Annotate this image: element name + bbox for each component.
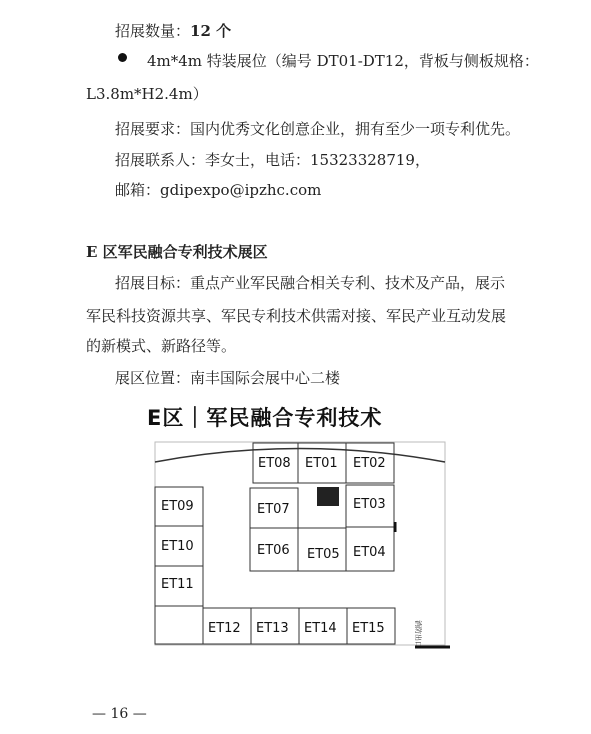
booth-label-et13: ET13 [256,621,289,636]
booth-label-et14: ET14 [304,621,337,636]
floor-plan [150,440,450,650]
booth-label-et05: ET05 [307,547,340,562]
floor-plan-title: E区｜军民融合专利技术 [147,406,383,430]
hall-outline [155,442,445,645]
booth-label-et04: ET04 [353,545,386,560]
booth-label-et09: ET09 [161,499,194,514]
email-text: 邮箱：gdipexpo@ipzhc.com [115,181,322,199]
page-number: — 16 — [92,706,147,722]
requirement-text: 招展要求：国内优秀文化创意企业，拥有至少一项专利优先。 [115,120,521,138]
exit-label: 消防出口 [414,620,422,648]
section-title: E 区军民融合专利技术展区 [86,243,268,261]
booth-count [115,20,231,41]
contact-text: 招展联系人：李女士，电话：15323328719， [115,151,430,169]
goal-line1: 招展目标：重点产业军民融合相关专利、技术及产品，展示 [115,274,506,292]
goal-line2: 军民科技资源共享、军民专利技术供需对接、军民产业互动发展 [86,307,507,325]
booth-spec-line2: L3.8m*H2.4m） [86,85,208,103]
booth-spec-line1: 4m*4m 特装展位（编号 DT01-DT12，背板与侧板规格： [147,52,539,70]
booth-label-et06: ET06 [257,543,290,558]
goal-line3: 的新模式、新路径等。 [86,337,237,355]
location-text: 展区位置：南丰国际会展中心二楼 [115,369,341,387]
booth-count-label: 招展数量： [115,22,191,40]
booth-label-et11: ET11 [161,577,194,592]
booth-label-et08: ET08 [258,456,291,471]
booth-label-et03: ET03 [353,497,386,512]
booth-label-et02: ET02 [353,456,386,471]
black-pillar [317,487,339,506]
booth-label-et07: ET07 [257,502,290,517]
bullet-icon [118,53,127,62]
arc-line [155,449,445,463]
booth-label-et15: ET15 [352,621,385,636]
booth-label-et01: ET01 [305,456,338,471]
booth-label-et12: ET12 [208,621,241,636]
booth-count-value: 12 个 [190,22,232,40]
area-lower-left [155,606,203,644]
booth-label-et10: ET10 [161,539,194,554]
